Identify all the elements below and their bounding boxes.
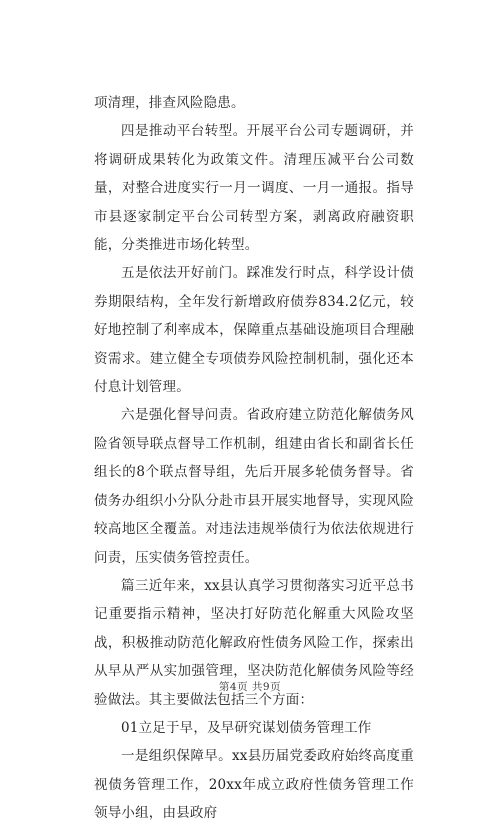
paragraph-continuation: 项清理，排查风险隐患。 <box>94 95 245 111</box>
paragraph-supervision-accountability: 六是强化督导问责。省政府建立防范化解债务风险省领导联点督导工作机制，组建由省长和副省长任组长的8个联点督导组，先后开展多轮债务督导。省债务办组织小分队分赴市县开展实地督导，实现风险较高地区全覆盖。对违法违规举债行为依法依规进行问责，压实债务管控责任。 <box>94 407 414 566</box>
document-body <box>94 89 414 828</box>
paragraph-bond-issuance: 五是依法开好前门。踩准发行时点，科学设计债券期限结构，全年发行新增政府债券834.2亿元，较好地控制了利率成本，保障重点基础设施项目合理融资需求。建立健全专项债券风险控制机制，强化还本付息计划管理。 <box>94 265 414 396</box>
section-heading-early-planning: 01立足于早，及早研究谋划债务管理工作 <box>121 719 372 736</box>
paragraph-platform-transformation: 四是推动平台转型。开展平台公司专题调研，并将调研成果转化为政策文件。清理压减平台公司数量，对整合进度实行一月一调度、一月一通报。指导市县逐家制定平台公司转型方案，剥离政府融资职能，分类推进市场化转型。 <box>94 123 414 254</box>
paragraph-organizational-support: 一是组织保障早。xx县历届党委政府始终高度重视债务管理工作，20xx年成立政府性债务管理工作领导小组，由县政府 <box>94 748 414 822</box>
paragraph-county-overview: 篇三近年来，xx县认真学习贯彻落实习近平总书记重要指示精神，坚决打好防范化解重大风险攻坚战，积极推动防范化解政府性债务风险工作，探索出从早从严从实加强管理，坚决防范化解债务风险等经验做法。其主要做法包括三个方面： <box>94 577 414 708</box>
page-footer: 第4页 共9页 <box>218 681 282 693</box>
